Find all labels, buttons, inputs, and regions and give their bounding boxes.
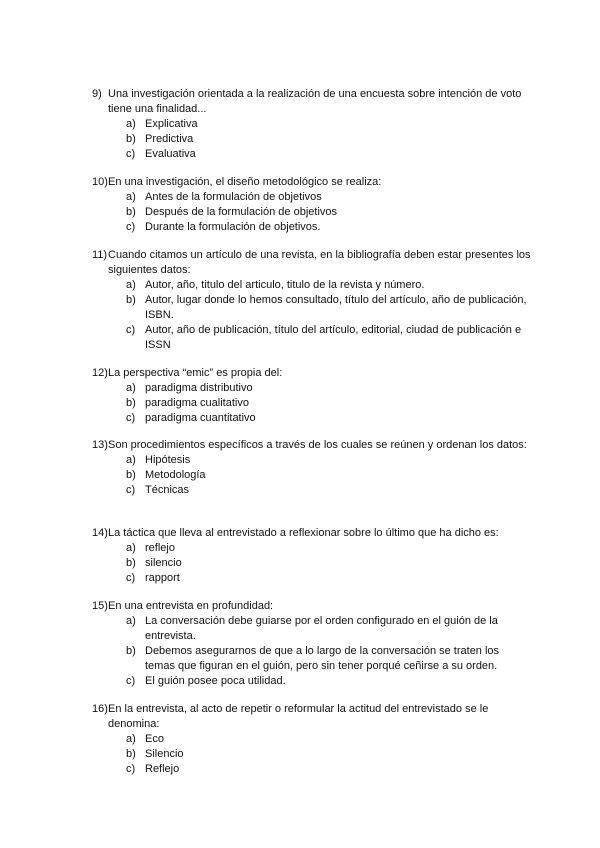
option-text: Predictiva (145, 133, 194, 145)
option-text: La conversación debe guiarse por el orden configurado en el guión de la entrevista. (145, 615, 498, 642)
option-label: a) (126, 118, 136, 130)
option-item (92, 396, 532, 411)
option-text: rapport (145, 572, 180, 584)
option-item (92, 220, 532, 235)
question-stem (92, 366, 532, 381)
option-item (92, 190, 532, 205)
question-number: 11) (92, 249, 108, 261)
option-label: a) (126, 733, 136, 745)
option-label: c) (126, 148, 136, 160)
option-item (92, 556, 532, 571)
option-label: c) (126, 675, 136, 687)
option-list (92, 117, 532, 162)
option-list (92, 453, 532, 498)
option-label: c) (126, 412, 136, 424)
option-label: c) (126, 484, 136, 496)
question-text: La táctica que lleva al entrevistado a reflexionar sobre lo último que ha dicho es: (108, 527, 499, 539)
question-text: La perspectiva “emic” es propia del: (108, 367, 283, 379)
question-text: En la entrevista, al acto de repetir o reformular la actitud del entrevistado se le denomina: (108, 703, 489, 730)
option-item (92, 411, 532, 426)
option-text: El guión posee poca utilidad. (145, 675, 286, 687)
option-list (92, 541, 532, 586)
question-number: 14) (92, 527, 108, 539)
question-stem (92, 438, 532, 453)
option-text: Técnicas (145, 484, 190, 496)
question-stem (92, 702, 532, 732)
question-text: Cuando citamos un artículo de una revista, en la bibliografía deben estar presentes los siguientes datos: (108, 249, 531, 276)
option-text: Después de la formulación de objetivos (145, 206, 338, 218)
option-text: reflejo (145, 542, 175, 554)
option-item (92, 614, 532, 644)
option-label: b) (126, 469, 136, 481)
option-text: Autor, año de publicación, título del artículo, editorial, ciudad de publicación e ISSN (145, 324, 522, 351)
question-stem (92, 599, 532, 614)
question-number: 9) (92, 88, 102, 100)
option-item (92, 293, 532, 323)
option-item (92, 323, 532, 353)
option-item (92, 468, 532, 483)
question-12 (92, 366, 532, 426)
option-list (92, 614, 532, 689)
option-text: Autor, año, titulo del articulo, titulo de la revista y número. (145, 279, 425, 291)
option-text: Debemos asegurarnos de que a lo largo de la conversación se traten los temas que figuran en el guión, pero sin tener porqué ceñirse a su orden. (145, 645, 500, 672)
question-text: En una entrevista en profundidad: (108, 600, 274, 612)
question-stem (92, 87, 532, 117)
option-text: Explicativa (145, 118, 198, 130)
option-text: Silencio (145, 748, 184, 760)
option-item (92, 747, 532, 762)
option-item (92, 453, 532, 468)
option-label: b) (126, 206, 136, 218)
question-text: En una investigación, el diseño metodológico se realiza: (108, 176, 382, 188)
question-text: Son procedimientos específicos a través de los cuales se reúnen y ordenan los datos: (108, 439, 527, 451)
option-list (92, 381, 532, 426)
question-number: 10) (92, 176, 108, 188)
question-13 (92, 438, 532, 498)
option-text: paradigma distributivo (145, 382, 253, 394)
option-text: Evaluativa (145, 148, 196, 160)
option-text: Durante la formulación de objetivos. (145, 221, 321, 233)
option-text: Hipótesis (145, 454, 191, 466)
option-item (92, 762, 532, 777)
question-15 (92, 599, 532, 689)
option-text: paradigma cuantitativo (145, 412, 256, 424)
option-label: a) (126, 191, 136, 203)
option-item (92, 117, 532, 132)
option-text: silencio (145, 557, 182, 569)
question-number: 12) (92, 367, 108, 379)
option-item (92, 541, 532, 556)
option-label: b) (126, 557, 136, 569)
option-item (92, 132, 532, 147)
option-label: a) (126, 454, 136, 466)
option-list (92, 190, 532, 235)
option-label: c) (126, 572, 136, 584)
option-item (92, 147, 532, 162)
question-text: Una investigación orientada a la realización de una encuesta sobre intención de voto tiene una finalidad... (108, 88, 522, 115)
option-text: Reflejo (145, 763, 180, 775)
question-number: 16) (92, 703, 108, 715)
option-label: b) (126, 294, 136, 306)
question-stem (92, 175, 532, 190)
option-item (92, 674, 532, 689)
option-item (92, 732, 532, 747)
option-label: b) (126, 748, 136, 760)
option-text: paradigma cualitativo (145, 397, 249, 409)
option-text: Antes de la formulación de objetivos (145, 191, 322, 203)
question-16 (92, 702, 532, 777)
option-label: c) (126, 221, 136, 233)
option-label: a) (126, 382, 136, 394)
option-label: a) (126, 279, 136, 291)
option-label: a) (126, 542, 136, 554)
question-stem (92, 526, 532, 541)
question-14 (92, 526, 532, 586)
question-number: 13) (92, 439, 108, 451)
option-list (92, 278, 532, 353)
question-stem (92, 248, 532, 278)
option-item (92, 205, 532, 220)
option-label: b) (126, 133, 136, 145)
option-item (92, 483, 532, 498)
option-list (92, 732, 532, 777)
option-item (92, 381, 532, 396)
question-9 (92, 87, 532, 162)
option-text: Eco (145, 733, 164, 745)
option-item (92, 278, 532, 293)
option-text: Autor, lugar donde lo hemos consultado, título del artículo, año de publicación, ISBN. (145, 294, 527, 321)
option-text: Metodología (145, 469, 206, 481)
option-label: b) (126, 645, 136, 657)
option-label: c) (126, 763, 136, 775)
option-item (92, 571, 532, 586)
question-11 (92, 248, 532, 353)
option-label: b) (126, 397, 136, 409)
question-10 (92, 175, 532, 235)
option-label: a) (126, 615, 136, 627)
option-item (92, 644, 532, 674)
question-number: 15) (92, 600, 108, 612)
option-label: c) (126, 324, 136, 336)
